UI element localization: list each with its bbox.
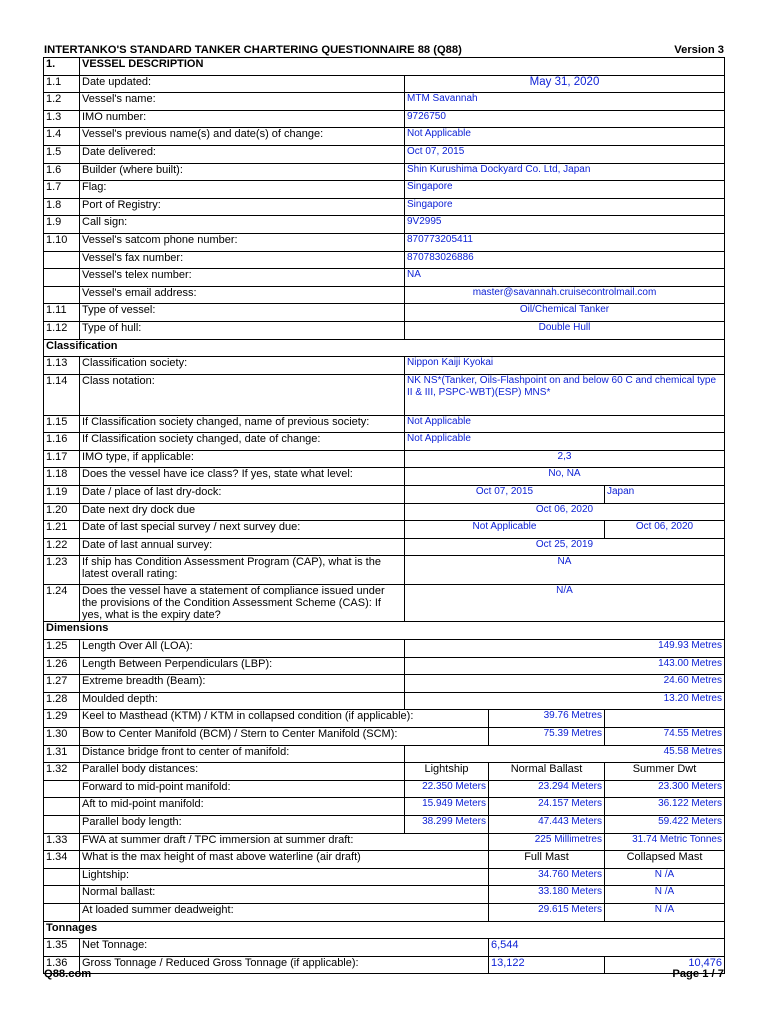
table-row: [44, 675, 725, 693]
table-row: [44, 833, 725, 851]
row-number: 1.13: [44, 357, 80, 375]
row-value: May 31, 2020: [405, 75, 725, 93]
row-value-last: Not Applicable: [405, 521, 605, 539]
row-number: 1.11: [44, 304, 80, 322]
row-value-normal-ballast: 47.443 Meters: [489, 815, 605, 833]
row-value: NK NS*(Tanker, Oils-Flashpoint on and below 60 C and chemical type II & III, PSPC-WBT)(ESP) MNS*: [405, 374, 725, 415]
column-header-collapsed-mast: Collapsed Mast: [605, 851, 725, 869]
row-number: 1.18: [44, 468, 80, 486]
row-label: Aft to mid-point manifold:: [80, 798, 405, 816]
row-number: 1.14: [44, 374, 80, 415]
table-row: [44, 886, 725, 904]
row-value: 149.93 Metres: [405, 640, 725, 658]
table-row: [44, 75, 725, 93]
row-label: Date next dry dock due: [80, 503, 405, 521]
row-value: Not Applicable: [405, 128, 725, 146]
row-value-ktm-collapsed: [605, 710, 725, 728]
footer-page-number: Page 1 / 7: [672, 968, 724, 980]
row-value-next: Oct 06, 2020: [605, 521, 725, 539]
row-value-gross: 13,122: [489, 956, 605, 974]
row-number: 1.3: [44, 110, 80, 128]
table-row: [44, 216, 725, 234]
table-row: [44, 868, 725, 886]
row-number: 1.23: [44, 556, 80, 585]
row-number-blank: [44, 868, 80, 886]
row-label: Vessel's telex number:: [80, 269, 405, 287]
row-number: 1.32: [44, 763, 80, 781]
table-row: [44, 939, 725, 957]
row-value: master@savannah.cruisecontrolmail.com: [405, 286, 725, 304]
row-value: Oct 07, 2015: [405, 145, 725, 163]
table-row: [44, 657, 725, 675]
row-value-summer-dwt: 23.300 Meters: [605, 780, 725, 798]
table-row: [44, 468, 725, 486]
row-number: 1.33: [44, 833, 80, 851]
row-label: Builder (where built):: [80, 163, 405, 181]
table-row: [44, 503, 725, 521]
table-row: [44, 433, 725, 451]
row-label: Vessel's email address:: [80, 286, 405, 304]
row-label: If Classification society changed, date of change:: [80, 433, 405, 451]
table-row: [44, 181, 725, 199]
row-number: 1.24: [44, 585, 80, 622]
table-row: [44, 851, 725, 869]
section-row-tonnages: [44, 921, 725, 939]
row-value: Oct 25, 2019: [405, 538, 725, 556]
row-number: 1.8: [44, 198, 80, 216]
row-label: Parallel body length:: [80, 815, 405, 833]
row-label: Normal ballast:: [80, 886, 489, 904]
row-number: 1.20: [44, 503, 80, 521]
row-number: 1.21: [44, 521, 80, 539]
row-number-blank: [44, 269, 80, 287]
row-label: Date / place of last dry-dock:: [80, 486, 405, 504]
table-row: [44, 763, 725, 781]
row-label: Type of hull:: [80, 321, 405, 339]
row-number: 1.22: [44, 538, 80, 556]
section-title: Classification: [44, 339, 725, 357]
row-number: 1.34: [44, 851, 80, 869]
row-value: Not Applicable: [405, 433, 725, 451]
row-value-normal-ballast: 24.157 Meters: [489, 798, 605, 816]
row-number-blank: [44, 886, 80, 904]
row-number: 1.29: [44, 710, 80, 728]
document-footer: [44, 968, 724, 982]
row-label: Type of vessel:: [80, 304, 405, 322]
row-label: Date of last annual survey:: [80, 538, 405, 556]
table-row: [44, 304, 725, 322]
table-row: [44, 798, 725, 816]
table-row: [44, 692, 725, 710]
row-label: At loaded summer deadweight:: [80, 903, 489, 921]
row-number-blank: [44, 903, 80, 921]
row-number: 1.35: [44, 939, 80, 957]
table-row: [44, 728, 725, 746]
table-row: [44, 538, 725, 556]
row-value-reduced-gross: 10,476: [605, 956, 725, 974]
row-number: 1.19: [44, 486, 80, 504]
table-row: [44, 163, 725, 181]
row-label: If Classification society changed, name of previous society:: [80, 415, 405, 433]
table-row: [44, 450, 725, 468]
row-value: Singapore: [405, 198, 725, 216]
row-label: Does the vessel have ice class? If yes, state what level:: [80, 468, 405, 486]
row-value-tpc: 31.74 Metric Tonnes: [605, 833, 725, 851]
table-row: [44, 745, 725, 763]
row-value-summer-dwt: 36.122 Meters: [605, 798, 725, 816]
table-row: [44, 415, 725, 433]
row-label: FWA at summer draft / TPC immersion at summer draft:: [80, 833, 489, 851]
row-value: Double Hull: [405, 321, 725, 339]
row-label: Distance bridge front to center of manifold:: [80, 745, 405, 763]
row-label: Date delivered:: [80, 145, 405, 163]
row-label: Class notation:: [80, 374, 405, 415]
row-label: What is the max height of mast above waterline (air draft): [80, 851, 489, 869]
row-value-collapsed-mast: N /A: [605, 903, 725, 921]
table-row: [44, 251, 725, 269]
table-row: [44, 145, 725, 163]
column-header-summer-dwt: Summer Dwt: [605, 763, 725, 781]
row-value: 870783026886: [405, 251, 725, 269]
row-number: 1.10: [44, 233, 80, 251]
row-value-full-mast: 34.760 Meters: [489, 868, 605, 886]
row-label: Net Tonnage:: [80, 939, 489, 957]
table-row: [44, 903, 725, 921]
row-value: 143.00 Metres: [405, 657, 725, 675]
row-value: Nippon Kaiji Kyokai: [405, 357, 725, 375]
questionnaire-table: [43, 57, 725, 974]
row-number: 1.6: [44, 163, 80, 181]
row-number: 1.12: [44, 321, 80, 339]
table-row: [44, 93, 725, 111]
column-header-normal-ballast: Normal Ballast: [489, 763, 605, 781]
row-value: 9726750: [405, 110, 725, 128]
table-row: [44, 521, 725, 539]
column-header-lightship: Lightship: [405, 763, 489, 781]
table-row: [44, 780, 725, 798]
row-label: Gross Tonnage / Reduced Gross Tonnage (if applicable):: [80, 956, 489, 974]
row-number: 1.30: [44, 728, 80, 746]
row-value: 24.60 Metres: [405, 675, 725, 693]
row-number: 1.27: [44, 675, 80, 693]
row-number: 1.28: [44, 692, 80, 710]
row-number: 1.7: [44, 181, 80, 199]
row-number: 1.36: [44, 956, 80, 974]
section-title: Tonnages: [44, 921, 725, 939]
section-title: Dimensions: [44, 622, 725, 640]
row-label: Keel to Masthead (KTM) / KTM in collapsed condition (if applicable):: [80, 710, 489, 728]
row-label: IMO number:: [80, 110, 405, 128]
row-value: NA: [405, 269, 725, 287]
table-row: [44, 710, 725, 728]
row-label: Length Over All (LOA):: [80, 640, 405, 658]
table-row: [44, 110, 725, 128]
table-row: [44, 198, 725, 216]
section-title: VESSEL DESCRIPTION: [80, 58, 725, 76]
row-label: Moulded depth:: [80, 692, 405, 710]
row-label: Vessel's name:: [80, 93, 405, 111]
row-value: 870773205411: [405, 233, 725, 251]
table-row: [44, 815, 725, 833]
row-value: Not Applicable: [405, 415, 725, 433]
row-label: Port of Registry:: [80, 198, 405, 216]
row-value: NA: [405, 556, 725, 585]
row-number: 1.4: [44, 128, 80, 146]
table-row: [44, 374, 725, 415]
section-row-classification: [44, 339, 725, 357]
row-number: 1.1: [44, 75, 80, 93]
row-value: 9V2995: [405, 216, 725, 234]
row-label: Extreme breadth (Beam):: [80, 675, 405, 693]
document-header: [44, 44, 724, 58]
row-number: 1.2: [44, 93, 80, 111]
row-value-collapsed-mast: N /A: [605, 868, 725, 886]
document-title: INTERTANKO'S STANDARD TANKER CHARTERING QUESTIONNAIRE 88 (Q88): [44, 44, 462, 56]
document-version: Version 3: [674, 44, 724, 56]
row-label: Bow to Center Manifold (BCM) / Stern to Center Manifold (SCM):: [80, 728, 489, 746]
row-value-bcm: 75.39 Metres: [489, 728, 605, 746]
table-row: [44, 286, 725, 304]
row-value-date: Oct 07, 2015: [405, 486, 605, 504]
row-number: 1.9: [44, 216, 80, 234]
row-number: 1.16: [44, 433, 80, 451]
row-number: 1.17: [44, 450, 80, 468]
row-label: Classification society:: [80, 357, 405, 375]
table-row: [44, 640, 725, 658]
row-number-blank: [44, 815, 80, 833]
row-label: Date of last special survey / next survey due:: [80, 521, 405, 539]
row-value: N/A: [405, 585, 725, 622]
row-number-blank: [44, 798, 80, 816]
row-value: 6,544: [489, 939, 725, 957]
row-label: Call sign:: [80, 216, 405, 234]
row-value-lightship: 22.350 Meters: [405, 780, 489, 798]
section-row-vessel-description: [44, 58, 725, 76]
row-value: Shin Kurushima Dockyard Co. Ltd, Japan: [405, 163, 725, 181]
section-number: 1.: [44, 58, 80, 76]
row-value-lightship: 38.299 Meters: [405, 815, 489, 833]
row-number-blank: [44, 780, 80, 798]
row-label: Forward to mid-point manifold:: [80, 780, 405, 798]
section-row-dimensions: [44, 622, 725, 640]
row-value: Oct 06, 2020: [405, 503, 725, 521]
footer-site: Q88.com: [44, 968, 92, 980]
row-value-lightship: 15.949 Meters: [405, 798, 489, 816]
table-row: [44, 486, 725, 504]
row-number: 1.31: [44, 745, 80, 763]
row-value: No, NA: [405, 468, 725, 486]
row-number-blank: [44, 251, 80, 269]
row-value-ktm: 39.76 Metres: [489, 710, 605, 728]
row-label: If ship has Condition Assessment Program (CAP), what is the latest overall rating:: [80, 556, 405, 585]
row-label: Flag:: [80, 181, 405, 199]
row-value: Oil/Chemical Tanker: [405, 304, 725, 322]
row-value-fwa: 225 Millimetres: [489, 833, 605, 851]
table-row: [44, 233, 725, 251]
row-value-normal-ballast: 23.294 Meters: [489, 780, 605, 798]
row-label: Vessel's fax number:: [80, 251, 405, 269]
row-label: Length Between Perpendiculars (LBP):: [80, 657, 405, 675]
table-row: [44, 357, 725, 375]
row-number: 1.25: [44, 640, 80, 658]
row-value: 2,3: [405, 450, 725, 468]
table-row: [44, 585, 725, 622]
column-header-full-mast: Full Mast: [489, 851, 605, 869]
row-label: Vessel's previous name(s) and date(s) of change:: [80, 128, 405, 146]
row-value-full-mast: 29.615 Meters: [489, 903, 605, 921]
table-row: [44, 128, 725, 146]
row-value-place: Japan: [605, 486, 725, 504]
row-label: Does the vessel have a statement of compliance issued under the provisions of the Condition Assessment Scheme (CAS): If yes, what is the expiry date?: [80, 585, 405, 622]
row-number: 1.15: [44, 415, 80, 433]
row-label: Date updated:: [80, 75, 405, 93]
table-row: [44, 321, 725, 339]
row-number: 1.5: [44, 145, 80, 163]
row-number-blank: [44, 286, 80, 304]
row-value: 45.58 Metres: [405, 745, 725, 763]
row-value: MTM Savannah: [405, 93, 725, 111]
row-value-full-mast: 33.180 Meters: [489, 886, 605, 904]
row-label: Lightship:: [80, 868, 489, 886]
row-value-scm: 74.55 Metres: [605, 728, 725, 746]
row-label: IMO type, if applicable:: [80, 450, 405, 468]
row-value-summer-dwt: 59.422 Meters: [605, 815, 725, 833]
row-value: 13.20 Metres: [405, 692, 725, 710]
row-label: Vessel's satcom phone number:: [80, 233, 405, 251]
row-label: Parallel body distances:: [80, 763, 405, 781]
row-number: 1.26: [44, 657, 80, 675]
table-row: [44, 556, 725, 585]
row-value-collapsed-mast: N /A: [605, 886, 725, 904]
table-row: [44, 269, 725, 287]
row-value: Singapore: [405, 181, 725, 199]
